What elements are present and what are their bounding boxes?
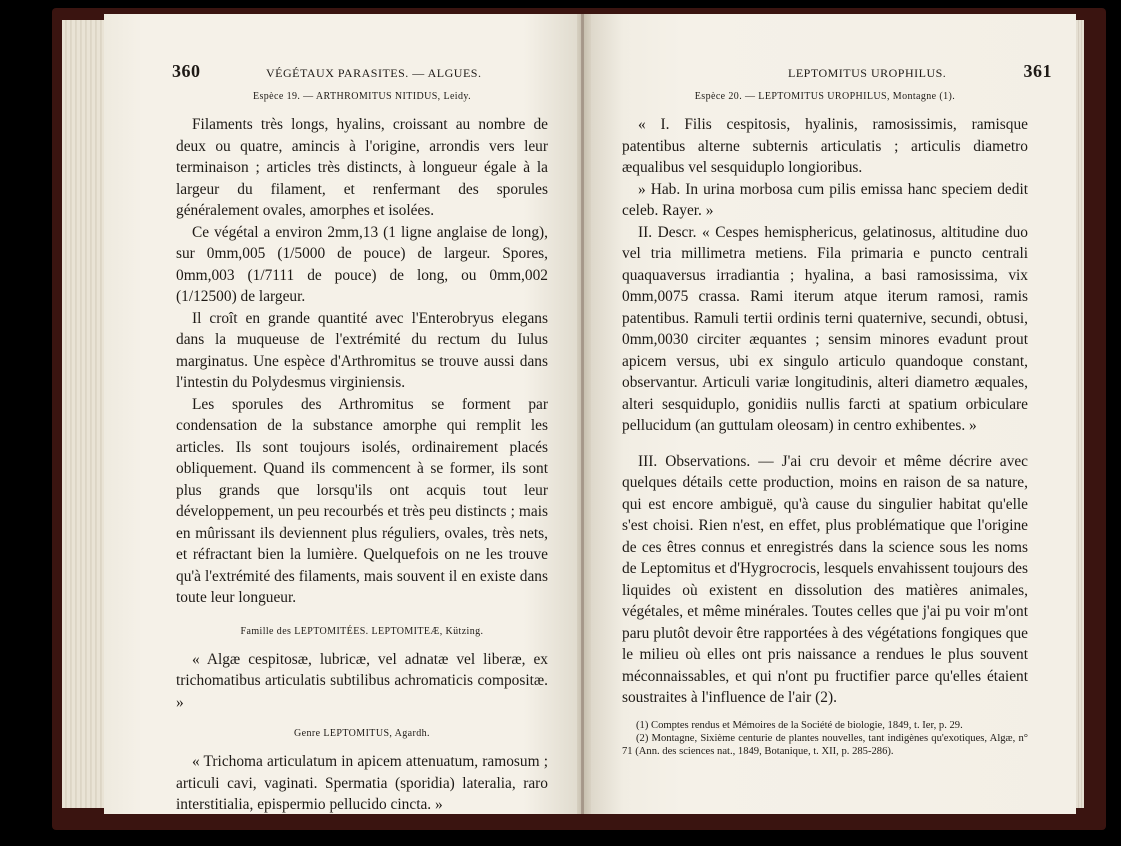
right-page-content bbox=[622, 61, 1052, 758]
left-page-content bbox=[172, 61, 548, 814]
page-number: 360 bbox=[172, 61, 201, 81]
right-running-header bbox=[622, 61, 1052, 90]
footnote: (2) Montagne, Sixième centurie de plantes nouvelles, tant indigènes qu'exotiques, Algæ, n° 71 (Ann. des sciences nat., 1849, Botanique, t. XII, p. 285-286). bbox=[622, 732, 1028, 757]
running-title: LEPTOMITUS UROPHILUS. bbox=[788, 66, 947, 80]
paragraph: III. Observations. — J'ai cru devoir et même décrire avec quelques détails cette production, moins en raison de sa nature, qui est encore ambiguë, qu'à cause du singulier habitat qu'elle s'est choisi. Rien n'est, en effet, plus problématique que l'origine de ces êtres connus et enregistrés dans la science sous les noms de Leptomitus et d'Hygrocrocis, lesquels envahissent toujours des liquides où existent en dissolution des matières animales, végétales, et même minérales. Toutes celles que j'ai pu voir m'ont paru plutôt devoir être rapportées à des végétations fongiques que le milieu où elles ont pris naissance a rendues le plus souvent méconnaissables, et qui n'ont pu fructifier parce qu'elles étaient soustraites à l'influence de l'air (2). bbox=[622, 452, 1028, 706]
paragraph: Filaments très longs, hyalins, croissant au nombre de deux ou quatre, amincis à l'origine, arrondis vers leur terminaison ; articles très distincts, à longueur égale à la largeur du filament, et renfermant des sporules généralement ovales, amorphes et isolées. bbox=[176, 116, 548, 219]
paragraph: « I. Filis cespitosis, hyalinis, ramosissimis, ramisque patentibus alterne subternis articulatis ; articulis diametro æqualibus vel sesquiduplo longioribus. bbox=[622, 116, 1028, 176]
paragraph: Il croît en grande quantité avec l'Enterobryus elegans dans la muqueuse de l'extrémité du rectum du Iulus marginatus. Une espèce d'Arthromitus se trouve aussi dans l'intestin du Polydesmus virginiensis. bbox=[176, 309, 548, 391]
page-number: 361 bbox=[1023, 61, 1052, 81]
page-edges-right bbox=[1076, 20, 1084, 808]
paragraph: II. Descr. « Cespes hemisphericus, gelatinosus, altitudine duo vel tria millimetra metiens. Fila primaria e puncto centrali quaquaversus irradiantia ; hyalina, a basi ramosissima, vix 0mm,0075 crassa. Rami iterum atque iterum ramosi, ramis patentibus. Ramuli tertii ordinis terni quaternive, secundi, obtusi, 0mm,0030 circiter æquantes ; sensim minores evadunt prout apicem versus, ubi ex singulo articulo quandoque constant, observantur. Articuli variæ longitudinis, alteri diametro æquales, alteri sesquiduplo, gonidiis nullis farcti at spatium orbiculare pellucidum (an guttulam oleosam) in centro exhibentes. » bbox=[622, 223, 1028, 434]
genus-description: « Trichoma articulatum in apicem attenuatum, ramosum ; articuli cavi, vaginati. Spermatia (sporidia) lateralia, raro interstitialia, epispermio pellucido cincta. » bbox=[176, 753, 548, 813]
right-page bbox=[584, 14, 1076, 814]
species-heading: Espèce 20. — LEPTOMITUS UROPHILUS, Montagne (1). bbox=[694, 91, 956, 102]
page-edges-left bbox=[62, 20, 106, 808]
running-title: VÉGÉTAUX PARASITES. — ALGUES. bbox=[266, 66, 482, 80]
footnote: (1) Comptes rendus et Mémoires de la Société de biologie, 1849, t. Ier, p. 29. bbox=[636, 719, 963, 731]
family-description: « Algæ cespitosæ, lubricæ, vel adnatæ vel liberæ, ex trichomatibus articulatis subtilibus achromaticis compositæ. » bbox=[176, 650, 548, 711]
family-heading: Famille des LEPTOMITÉES. LEPTOMITEÆ, Kützing. bbox=[240, 625, 484, 637]
paragraph: » Hab. In urina morbosa cum pilis emissa hanc speciem dedit celeb. Rayer. » bbox=[622, 180, 1028, 219]
left-page bbox=[104, 14, 581, 814]
paragraph: Ce végétal a environ 2mm,13 (1 ligne anglaise de long), sur 0mm,005 (1/5000 de pouce) de largeur. Spores, 0mm,003 (1/7111 de pouce) de long, ou 0mm,002 (1/12500) de largeur. bbox=[176, 223, 548, 305]
left-running-header bbox=[172, 61, 548, 90]
genus-heading: Genre LEPTOMITUS, Agardh. bbox=[294, 728, 430, 739]
paragraph: Les sporules des Arthromitus se forment par condensation de la substance amorphe qui remplit les articles. Ils sont toujours isolés, ordinairement placés obliquement. Quand ils commencent à se former, ils sont plus grands que lorsqu'ils ont acquis tout leur développement, un peu recourbés et très peu distincts ; mais en mûrissant ils deviennent plus réguliers, ovales, très nets, et réfractant bien la lumière. Quelquefois on ne les trouve qu'à l'extrémité des filaments, mais souvent il en existe dans toute leur longueur. bbox=[176, 395, 548, 606]
species-heading: Espèce 19. — ARTHROMITUS NITIDUS, Leidy. bbox=[252, 91, 472, 102]
book-gutter bbox=[577, 14, 591, 814]
